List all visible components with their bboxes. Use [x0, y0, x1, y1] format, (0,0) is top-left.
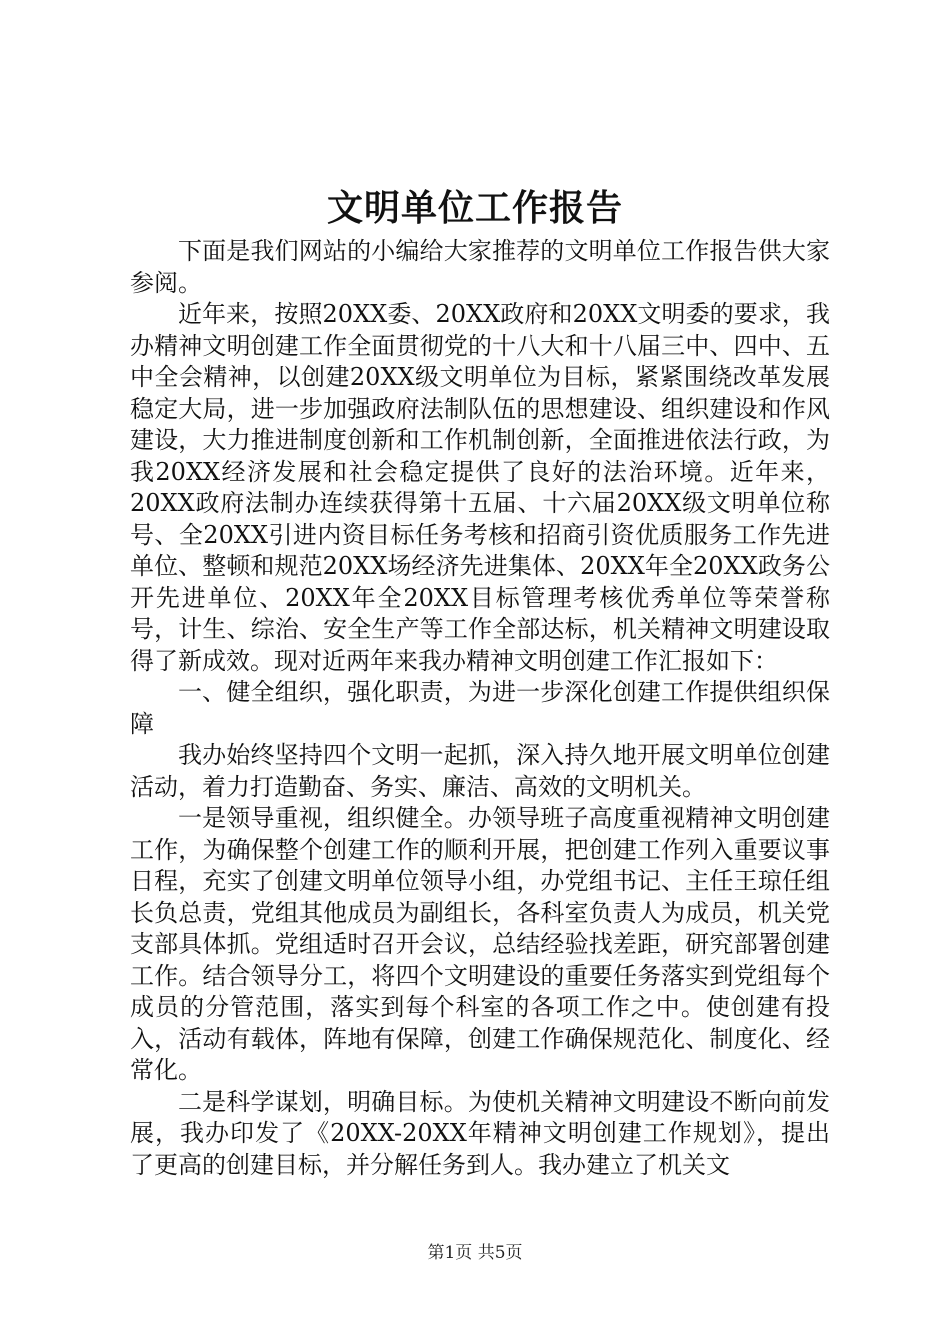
paragraph-overview: 近年来，按照20XX委、20XX政府和20XX文明委的要求，我办精神文明创建工作全面贯彻党的十八大和十八届三中、四中、五中全会精神，以创建20XX级文明单位为目标，紧紧围绕改革发展稳定大局，进一步加强政府法制队伍的思想建设、组织建设和作风建设，大力推进制度创新和工作机制创新，全面推进依法行政，为我20XX经济发展和社会稳定提供了良好的法治环境。近年来，20XX政府法制办连续获得第十五届、十六届20XX级文明单位称号、全20XX引进内资目标任务考核和招商引资优质服务工作先进单位、整顿和规范20XX场经济先进集体、20XX年全20XX政务公开先进单位、20XX年全20XX目标管理考核优秀单位等荣誉称号，计生、综治、安全生产等工作全部达标，机关精神文明建设取得了新成效。现对近两年来我办精神文明创建工作汇报如下：	[130, 300, 830, 675]
section-heading-1: 一、健全组织，强化职责，为进一步深化创建工作提供组织保障	[130, 678, 830, 738]
paragraph-intro: 下面是我们网站的小编给大家推荐的文明单位工作报告供大家参阅。	[130, 237, 830, 297]
paragraph-section-1-intro: 我办始终坚持四个文明一起抓，深入持久地开展文明单位创建活动，着力打造勤奋、务实、廉洁、高效的文明机关。	[130, 741, 830, 801]
document-body	[130, 236, 830, 1181]
document-title: 文明单位工作报告	[326, 187, 623, 229]
paragraph-point-1: 一是领导重视，组织健全。办领导班子高度重视精神文明创建工作，为确保整个创建工作的顺利开展，把创建工作列入重要议事日程，充实了创建文明单位领导小组，办党组书记、主任王琼任组长负总责，党组其他成员为副组长，各科室负责人为成员，机关党支部具体抓。党组适时召开会议，总结经验找差距，研究部署创建工作。结合领导分工，将四个文明建设的重要任务落实到党组每个成员的分管范围，落实到每个科室的各项工作之中。使创建有投入，活动有载体，阵地有保障，创建工作确保规范化、制度化、经常化。	[130, 804, 830, 1084]
page-indicator: 第1页 共5页	[427, 1243, 523, 1263]
paragraph-point-2: 二是科学谋划，明确目标。为使机关精神文明建设不断向前发展，我办印发了《20XX-20XX年精神文明创建工作规划》，提出了更高的创建目标，并分解任务到人。我办建立了机关文	[130, 1087, 830, 1179]
